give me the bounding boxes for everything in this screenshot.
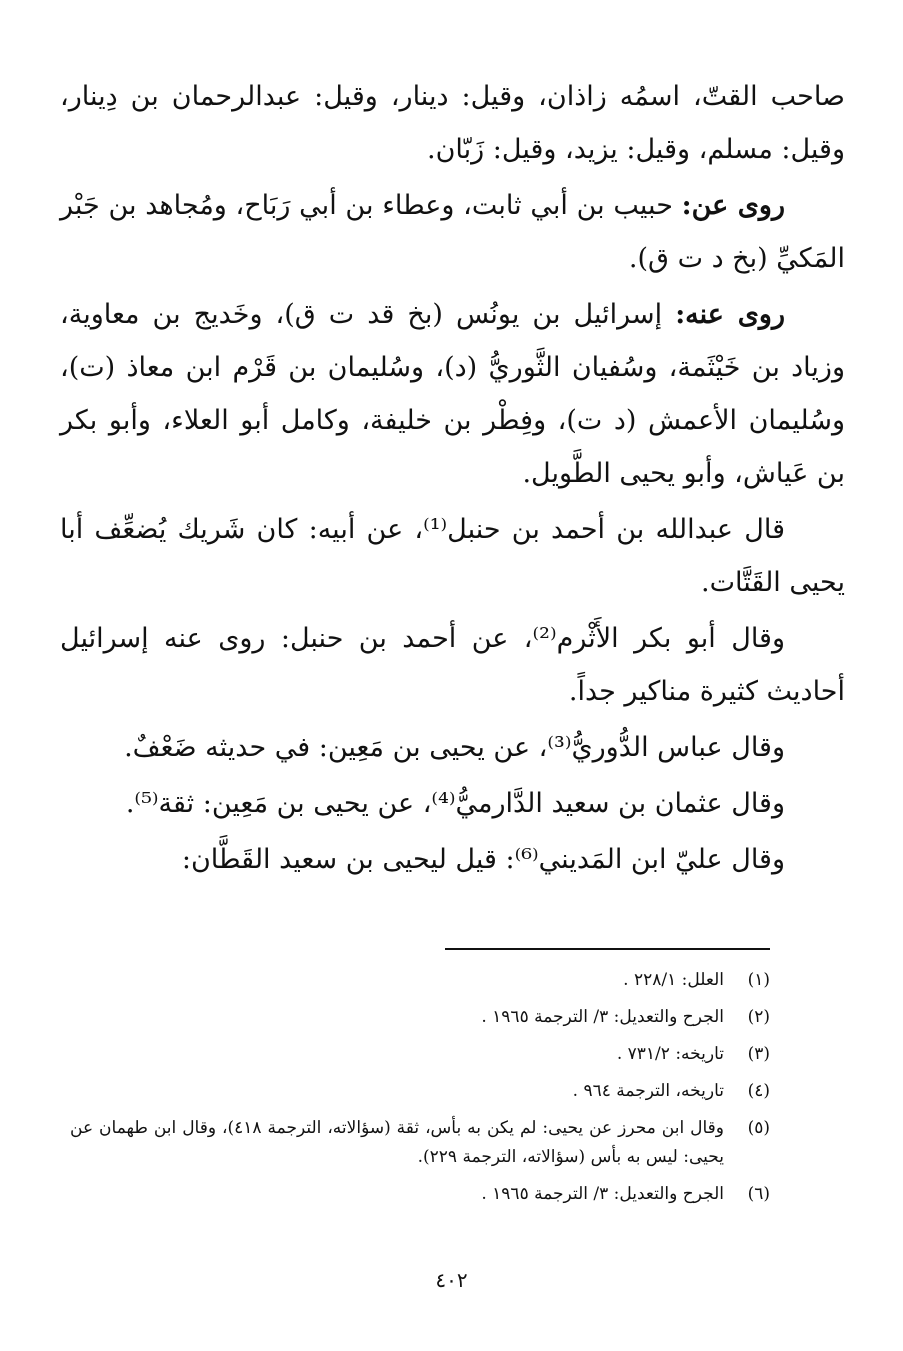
footnote-number: (٢): [747, 1007, 770, 1027]
page-number: ٤٠٢: [435, 1268, 468, 1292]
paragraph-narrated-from: [60, 179, 845, 285]
quote-3-text: وقال عباس الدُّوريُّ⁽³⁾، عن يحيى بن مَعِين: في حديثه ضَعْفٌ.: [124, 732, 785, 763]
footnote-divider: [445, 948, 770, 950]
quote-1-text: قال عبدالله بن أحمد بن حنبل⁽¹⁾، عن أبيه: كان شَريك يُضعِّف أبا يحيى القَتَّات.: [60, 514, 845, 598]
footnote-item: [70, 1180, 770, 1209]
narrated-from-text: حبيب بن أبي ثابت، وعطاء بن أبي رَبَاح، ومُجاهد بن جَبْر المَكيِّ (بخ د ت ق).: [60, 190, 845, 274]
narrated-by-text: إسرائيل بن يونُس (بخ قد ت ق)، وخَديج بن معاوية، وزياد بن خَيْثَمة، وسُفيان الثَّوريُّ (د)، وسُليمان بن قَرْم ابن معاذ (ت)، وسُليمان الأعمش (د ت)، وفِطْر بن خليفة، وكامل أبو العلاء، وأبو بكر بن عَياش، وأبو يحيى الطَّويل.: [60, 299, 845, 489]
footnote-text: وقال ابن محرز عن يحيى: لم يكن به بأس، ثقة (سؤالاته، الترجمة ٤١٨)، وقال ابن طهمان عن يحيى: ليس به بأس (سؤالاته، الترجمة ٢٢٩).: [70, 1118, 724, 1167]
paragraph-quote-5: [60, 833, 845, 886]
footnote-number: (٣): [747, 1044, 770, 1064]
quote-2-text: وقال أبو بكر الأَثْرم⁽²⁾، عن أحمد بن حنبل: روى عنه إسرائيل أحاديث كثيرة مناكير جداً.: [60, 623, 845, 707]
footnote-item: [70, 1040, 770, 1069]
paragraph-intro: [60, 70, 845, 176]
footnote-number: (٤): [747, 1081, 770, 1101]
footnote-item: [70, 1114, 770, 1172]
footnote-number: (٦): [747, 1184, 770, 1204]
footnote-item: [70, 966, 770, 995]
footnote-text: الجرح والتعديل: ٣/ الترجمة ١٩٦٥ .: [481, 1184, 724, 1204]
paragraph-quote-2: [60, 612, 845, 718]
quote-5-text: وقال عليّ ابن المَديني⁽⁶⁾: قيل ليحيى بن سعيد القَطَّان:: [181, 844, 785, 875]
footnote-text: تاريخه: ٧٣١/٢ .: [616, 1044, 724, 1064]
footnote-number: (١): [747, 970, 770, 990]
footnote-text: تاريخه، الترجمة ٩٦٤ .: [572, 1081, 724, 1101]
paragraph-quote-3: [60, 721, 845, 774]
paragraph-quote-1: [60, 503, 845, 609]
footnote-item: [70, 1003, 770, 1032]
footnote-text: الجرح والتعديل: ٣/ الترجمة ١٩٦٥ .: [481, 1007, 724, 1027]
main-text: [60, 70, 845, 889]
footnote-item: [70, 1077, 770, 1106]
paragraph-quote-4: [60, 777, 845, 830]
quote-4-text: وقال عثمان بن سعيد الدَّارميُّ⁽⁴⁾، عن يحيى بن مَعِين: ثقة⁽⁵⁾.: [125, 788, 785, 819]
footnote-text: العلل: ٢٢٨/١ .: [623, 970, 724, 990]
paragraph-narrated-by: [60, 288, 845, 500]
narrated-by-heading: روى عنه:: [675, 299, 786, 330]
paragraph-intro-text: صاحب القتّ، اسمُه زاذان، وقيل: دينار، وقيل: عبدالرحمان بن دِينار، وقيل: مسلم، وقيل: يزيد، وقيل: زَبّان.: [60, 81, 845, 165]
footnote-number: (٥): [747, 1118, 770, 1138]
footnotes: [70, 966, 770, 1217]
narrated-from-heading: روى عن:: [681, 190, 786, 221]
